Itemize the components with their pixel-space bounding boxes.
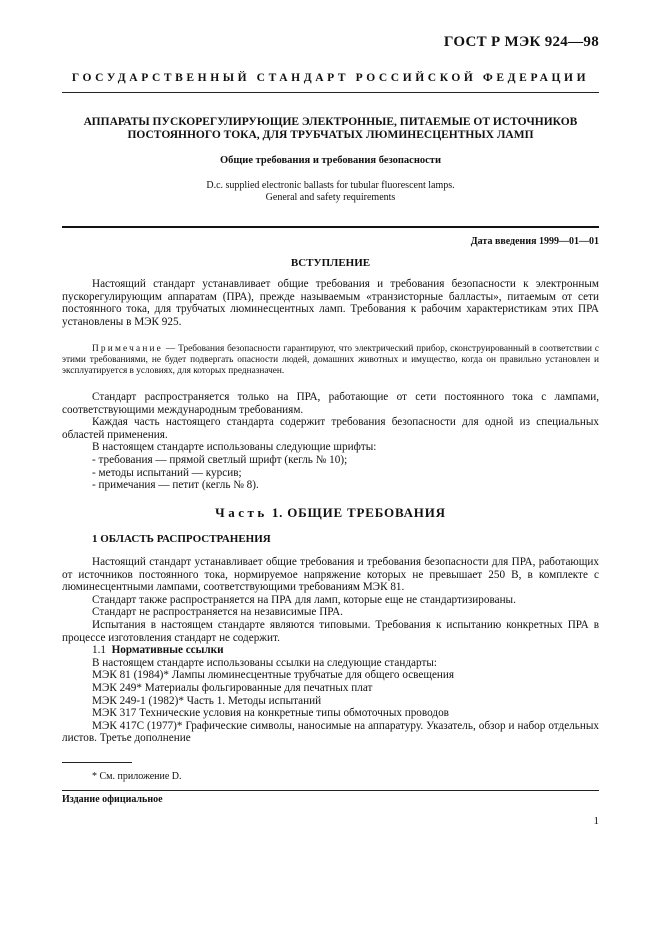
section-1-body: [62, 556, 599, 745]
list-item: - требования — прямой светлый шрифт (кегль № 10);: [92, 453, 348, 466]
footnote: * См. приложение D.: [92, 771, 182, 782]
section-1-text-1: Настоящий стандарт устанавливает общие требования и требования безопасности для ПРА, работающих от источников постоянного тока, нормируемое напряжение которых не превышает 250 В, в комплекте с люминесцентными лампами, соответствующими требованиям МЭК 81.: [62, 556, 599, 594]
edition-label: Издание официальное: [62, 794, 163, 805]
fonts-list: [62, 454, 599, 492]
list-item: - методы испытаний — курсив;: [92, 466, 242, 479]
scope-text-1: Стандарт распространяется только на ПРА, работающие от сети постоянного тока с лампами, соответствующими международным требованиям.: [62, 391, 599, 416]
edition-divider: [62, 790, 599, 791]
subsection-1-1-heading: [62, 644, 599, 657]
introduction-paragraph: [62, 278, 599, 328]
introduction-note: [62, 344, 599, 377]
document-subtitle: Общие требования и требования безопасности: [219, 155, 442, 166]
part-title: ОБЩИЕ ТРЕБОВАНИЯ: [287, 505, 446, 520]
title-line-1: АППАРАТЫ ПУСКОРЕГУЛИРУЮЩИЕ ЭЛЕКТРОННЫЕ, ПИТАЕМЫЕ ОТ ИСТОЧНИКОВ: [83, 116, 578, 128]
section-1-heading: 1 ОБЛАСТЬ РАСПРОСТРАНЕНИЯ: [92, 533, 271, 545]
introduction-scope: [62, 391, 599, 492]
list-item: - примечания — петит (кегль № 8).: [92, 479, 259, 492]
title-line-2: ПОСТОЯННОГО ТОКА, ДЛЯ ТРУБЧАТЫХ ЛЮМИНЕСЦЕНТНЫХ ЛАМП: [127, 129, 534, 141]
subsection-number: 1.1: [92, 644, 106, 657]
header-divider: [62, 92, 599, 93]
reference-item: МЭК 249-1 (1982)* Часть 1. Методы испытаний: [92, 694, 322, 707]
scope-text-2: Каждая часть настоящего стандарта содержит требования безопасности для одной из специальных областей применения.: [62, 416, 599, 441]
fonts-intro: В настоящем стандарте использованы следующие шрифты:: [92, 441, 377, 454]
section-1-text-4: Испытания в настоящем стандарте являются типовыми. Требования к испытанию конкретных ПРА в процессе изготовления стандарт не содержит.: [62, 618, 599, 644]
section-1-text-3: Стандарт не распространяется на независимые ПРА.: [92, 606, 343, 619]
reference-item: МЭК 417С (1977)* Графические символы, наносимые на аппаратуру. Указатель, обзор и набор отдельных листов. Третье дополнение: [62, 719, 599, 745]
page-number: 1: [593, 815, 599, 827]
introduction-heading: ВСТУПЛЕНИЕ: [290, 257, 371, 269]
footnote-divider: [62, 762, 132, 763]
introduction-date: Дата введения 1999—01—01: [470, 236, 599, 247]
section-1-text-2: Стандарт также распространяется на ПРА для ламп, которые еще не стандартизированы.: [92, 593, 516, 606]
introduction-text: Настоящий стандарт устанавливает общие требования и требования безопасности к электронным пускорегулирующим аппаратам (ПРА), прежде называемым «транзисторные балласты», питаемым от сети постоянного тока, для трубчатых люминесцентных ламп. Требования к рабочим характеристикам этих ПРА установлены в МЭК 925.: [62, 278, 599, 328]
part-label: Часть: [215, 505, 268, 520]
state-standard-banner: ГОСУДАРСТВЕННЫЙ СТАНДАРТ РОССИЙСКОЙ ФЕДЕРАЦИИ: [71, 72, 590, 84]
english-title-line-1: D.c. supplied electronic ballasts for tubular fluorescent lamps.: [206, 180, 455, 191]
english-title: [62, 180, 599, 204]
reference-item: МЭК 81 (1984)* Лампы люминесцентные трубчатые для общего освещения: [92, 669, 455, 682]
english-title-line-2: General and safety requirements: [265, 192, 396, 203]
note-lead: Примечание: [92, 344, 163, 354]
title-divider: [62, 226, 599, 228]
subsection-title: Нормативные ссылки: [111, 644, 224, 657]
part-heading: [62, 505, 599, 521]
document-title: [62, 116, 599, 142]
part-number: 1.: [271, 505, 284, 520]
document-code: ГОСТ Р МЭК 924—98: [443, 34, 599, 50]
references-intro: В настоящем стандарте использованы ссылки на следующие стандарты:: [92, 656, 437, 669]
reference-item: МЭК 317 Технические условия на конкретные типы обмоточных проводов: [92, 707, 449, 720]
note-text: — Требования безопасности гарантируют, что электрический прибор, сконструированный в соответствии с этими требованиями, не будет подвергать опасности людей, домашних животных и имущество, когда он правильно установлен и эксплуатируется в условиях, для которых предназначен.: [62, 344, 599, 376]
reference-item: МЭК 249* Материалы фольгированные для печатных плат: [92, 681, 373, 694]
